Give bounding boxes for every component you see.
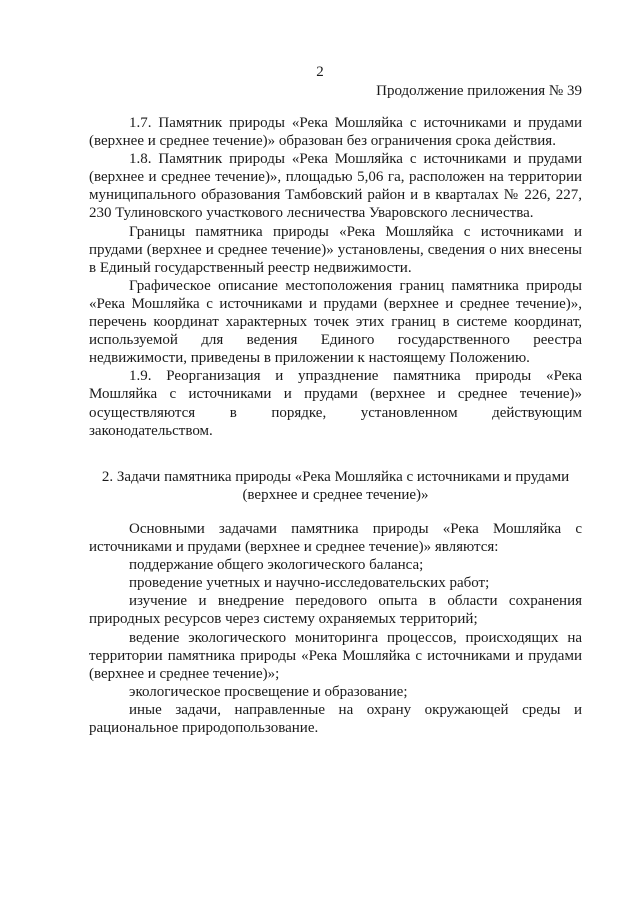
task-item: изучение и внедрение передового опыта в области сохранения природных ресурсов через систему охраняемых территорий;: [89, 593, 582, 628]
task-item: экологическое просвещение и образование;: [129, 683, 408, 700]
tasks-intro: Основными задачами памятника природы «Река Мошляйка с источниками и прудами (верхнее и среднее течение)» являются:: [89, 521, 582, 556]
task-item: поддержание общего экологического баланса;: [129, 557, 424, 574]
paragraph-1-9: 1.9. Реорганизация и упразднение памятника природы «Река Мошляйка с источниками и прудами (верхнее и среднее течение)» осуществляются в порядке, установленном действующим законодательством.: [89, 368, 582, 439]
appendix-continuation-label: Продолжение приложения № 39: [376, 83, 582, 99]
task-item: ведение экологического мониторинга процессов, происходящих на территории памятника природы «Река Мошляйка с источниками и прудами (верхнее и среднее течение)»;: [89, 629, 582, 682]
paragraph-1-8: 1.8. Памятник природы «Река Мошляйка с источниками и прудами (верхнее и среднее течение)», площадью 5,06 га, расположен на территории муниципального образования Тамбовский район и в кварталах № 226, 227, 230 Тулиновского участкового лесничества Уваровского лесничества.: [89, 151, 582, 222]
task-item: иные задачи, направленные на охрану окружающей среды и рациональное природопользование.: [89, 701, 582, 737]
task-item: проведение учетных и научно-исследовательских работ;: [129, 575, 490, 592]
paragraph-boundaries: Границы памятника природы «Река Мошляйка с источниками и прудами (верхнее и среднее течение)» установлены, сведения о них внесены в Единый государственный реестр недвижимости.: [89, 223, 582, 276]
section-2-text: [89, 520, 582, 737]
page-number: 2: [316, 64, 324, 80]
section-1-text: [89, 114, 582, 440]
section-2-heading: 2. Задачи памятника природы «Река Мошляйка с источниками и прудами (верхнее и среднее течение)»: [101, 469, 570, 504]
paragraph-1-7: 1.7. Памятник природы «Река Мошляйка с источниками и прудами (верхнее и среднее течение)» образован без ограничения срока действия.: [89, 115, 582, 150]
paragraph-graphic-description: Графическое описание местоположения границ памятника природы «Река Мошляйка с источниками и прудами (верхнее и среднее течение)», перечень координат характерных точек этих границ в системе координат, используемой для ведения Единого государственного реестра недвижимости, приведены в приложении к настоящему Положению.: [89, 277, 582, 367]
